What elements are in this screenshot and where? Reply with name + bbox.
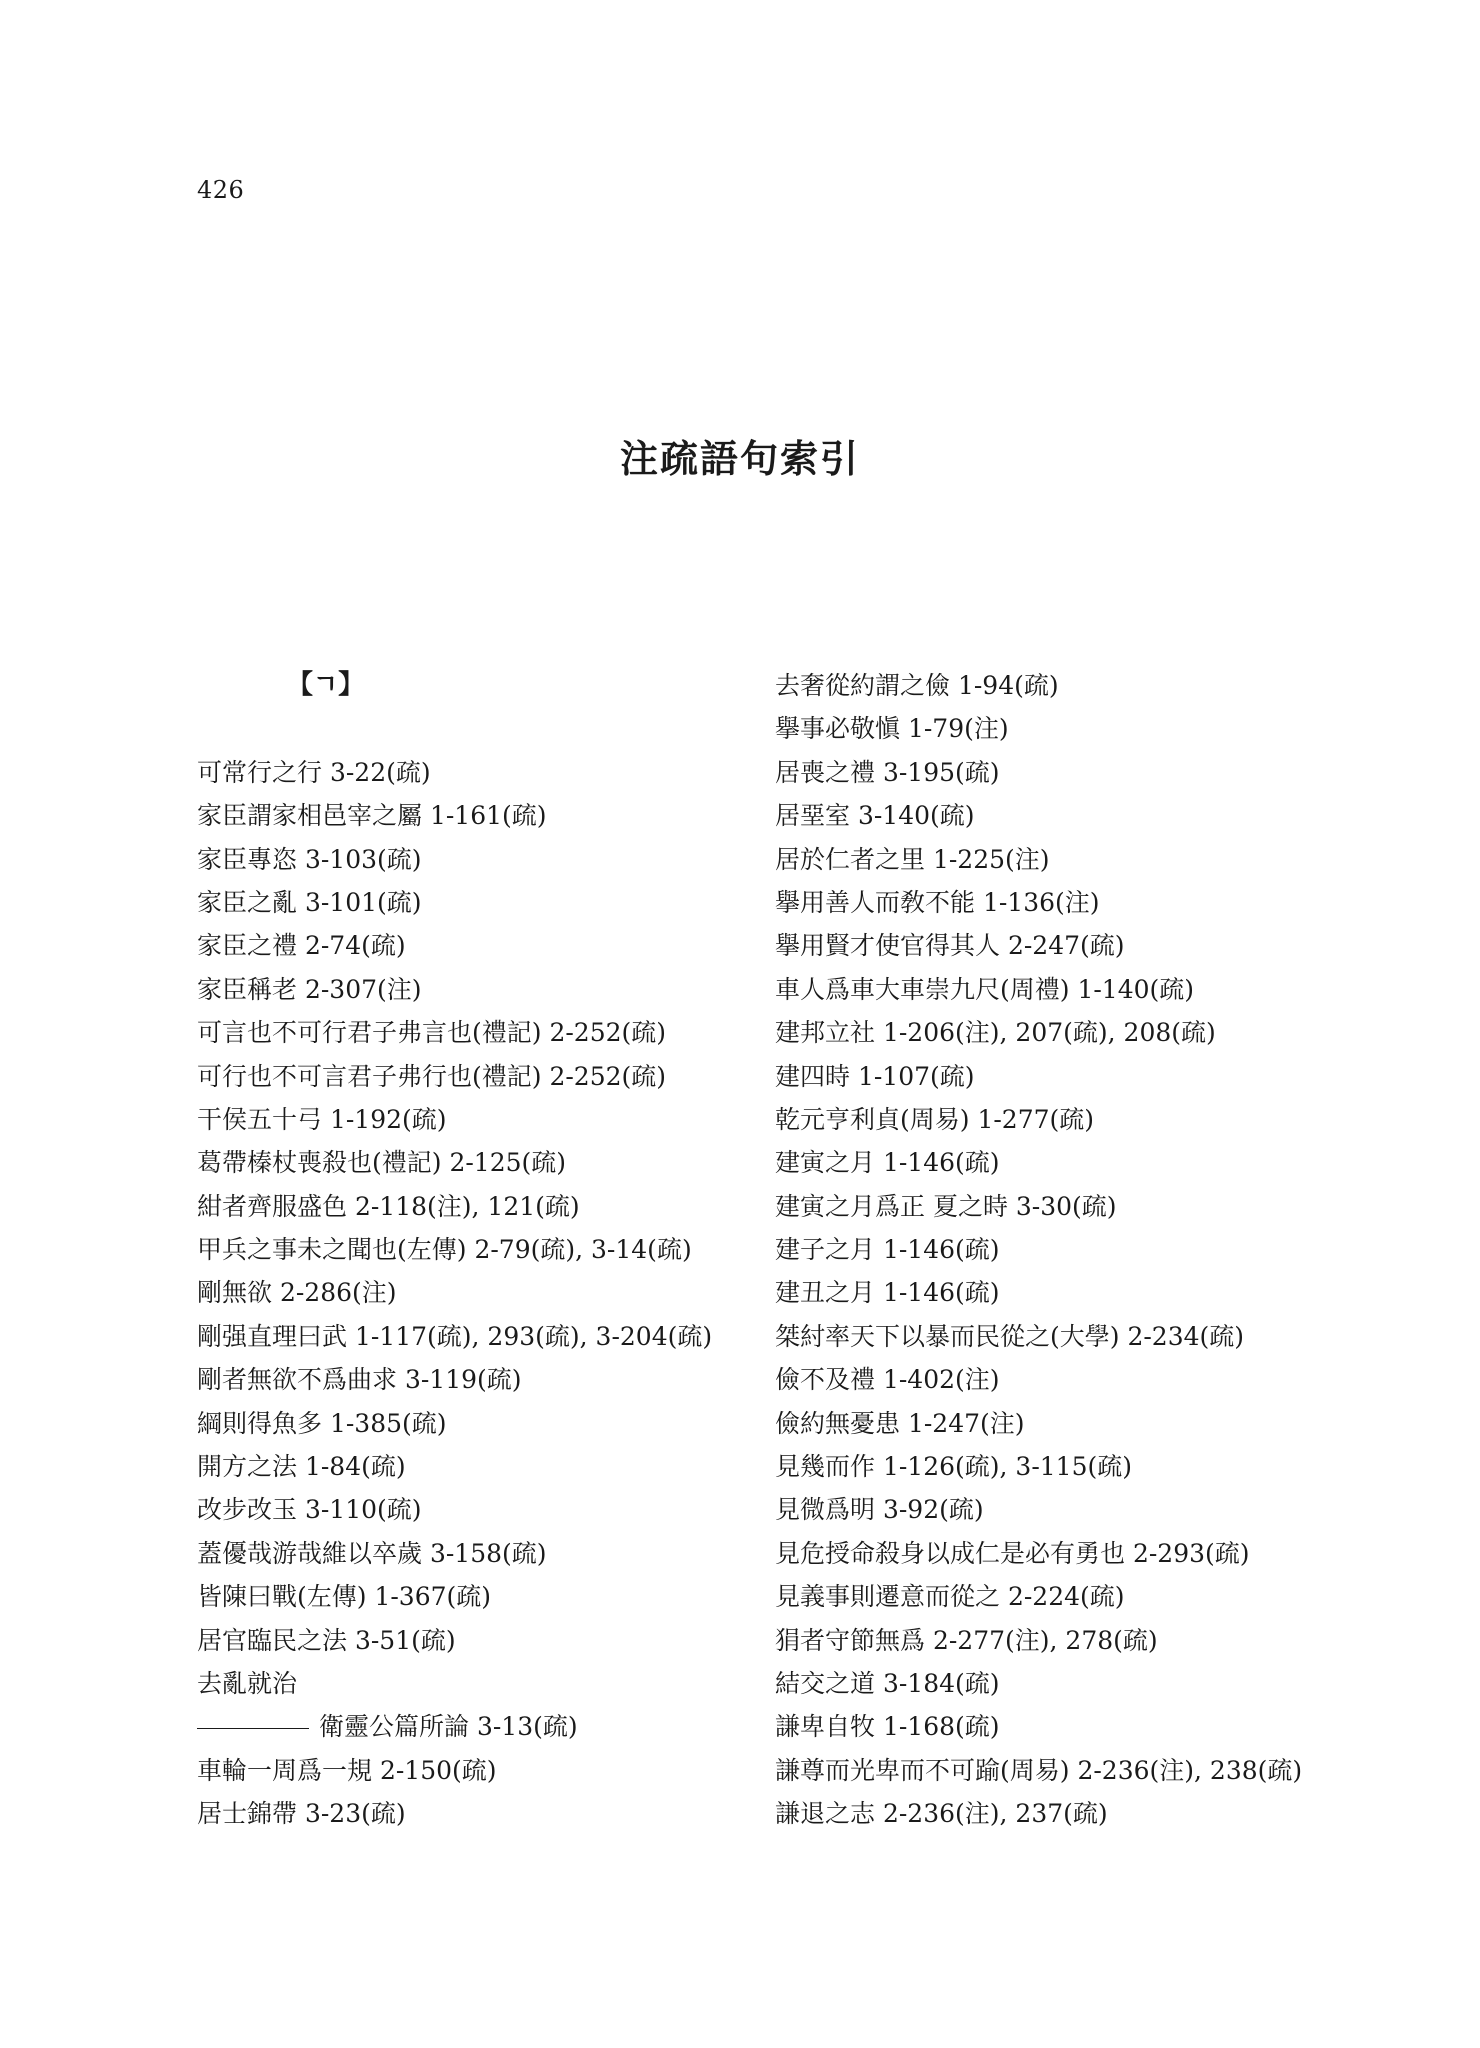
- index-entry: 建丑之月 1-146(疏): [775, 1278, 1000, 1308]
- index-entry: 建四時 1-107(疏): [775, 1061, 975, 1091]
- index-entry: 擧用賢才使官得其人 2-247(疏): [775, 931, 1125, 961]
- index-entry: 家臣謂家相邑宰之屬 1-161(疏): [197, 801, 547, 831]
- index-entry: 建子之月 1-146(疏): [775, 1235, 1000, 1265]
- index-entry: 改步改玉 3-110(疏): [197, 1495, 422, 1525]
- index-entry: 居於仁者之里 1-225(注): [775, 844, 1050, 874]
- index-entry: 剛無欲 2-286(注): [197, 1278, 397, 1308]
- index-subentry: [197, 1705, 757, 1748]
- index-entry: 剛强直理曰武 1-117(疏), 293(疏), 3-204(疏): [197, 1321, 713, 1351]
- index-entry: 居堊室 3-140(疏): [775, 801, 975, 831]
- index-entry: 擧用善人而敎不能 1-136(注): [775, 887, 1100, 917]
- index-entry: 家臣專恣 3-103(疏): [197, 844, 422, 874]
- index-entry: 見微爲明 3-92(疏): [775, 1495, 984, 1525]
- index-entry: 儉約無憂患 1-247(注): [775, 1408, 1025, 1438]
- index-entry: 去亂就治: [197, 1668, 298, 1698]
- section-heading: 【ㄱ】: [287, 670, 365, 700]
- index-entry: 建邦立社 1-206(注), 207(疏), 208(疏): [775, 1018, 1216, 1048]
- continuation-dash: [197, 1728, 309, 1729]
- index-entry: 謙卑自牧 1-168(疏): [775, 1712, 1000, 1742]
- index-entry: 狷者守節無爲 2-277(注), 278(疏): [775, 1625, 1158, 1655]
- index-entry: 綱則得魚多 1-385(疏): [197, 1408, 447, 1438]
- index-column-right: [775, 664, 1335, 1836]
- index-entry: 謙尊而光卑而不可踰(周易) 2-236(注), 238(疏): [775, 1755, 1303, 1785]
- index-entry: 謙退之志 2-236(注), 237(疏): [775, 1799, 1108, 1829]
- index-entry: 桀紂率天下以暴而民從之(大學) 2-234(疏): [775, 1321, 1245, 1351]
- page-number: 426: [197, 176, 245, 204]
- index-entry: 居官臨民之法 3-51(疏): [197, 1625, 456, 1655]
- index-column-left: [197, 664, 757, 1836]
- index-entry: 車人爲車大車崇九尺(周禮) 1-140(疏): [775, 974, 1195, 1004]
- index-entry: 紺者齊服盛色 2-118(注), 121(疏): [197, 1191, 580, 1221]
- index-entry: 家臣之亂 3-101(疏): [197, 887, 422, 917]
- index-entry: 葛帶榛杖喪殺也(禮記) 2-125(疏): [197, 1148, 567, 1178]
- index-entry: 結交之道 3-184(疏): [775, 1668, 1000, 1698]
- index-entry: 可言也不可行君子弗言也(禮記) 2-252(疏): [197, 1018, 667, 1048]
- index-entry: 建寅之月 1-146(疏): [775, 1148, 1000, 1178]
- index-entry: 居喪之禮 3-195(疏): [775, 757, 1000, 787]
- index-entry: 開方之法 1-84(疏): [197, 1452, 406, 1482]
- index-entry: 車輪一周爲一規 2-150(疏): [197, 1755, 497, 1785]
- index-entry: 居士錦帶 3-23(疏): [197, 1799, 406, 1829]
- index-entry: 剛者無欲不爲曲求 3-119(疏): [197, 1365, 522, 1395]
- index-entry: 可行也不可言君子弗行也(禮記) 2-252(疏): [197, 1061, 667, 1091]
- index-entry: 干侯五十弓 1-192(疏): [197, 1104, 447, 1134]
- index-entry: 可常行之行 3-22(疏): [197, 757, 431, 787]
- index-entry: 見危授命殺身以成仁是必有勇也 2-293(疏): [775, 1538, 1250, 1568]
- index-entry: 甲兵之事未之聞也(左傳) 2-79(疏), 3-14(疏): [197, 1235, 692, 1265]
- index-entry: 皆陳曰戰(左傳) 1-367(疏): [197, 1582, 492, 1612]
- index-entry: 建寅之月爲正 夏之時 3-30(疏): [775, 1191, 1117, 1221]
- index-entry: 見義事則遷意而從之 2-224(疏): [775, 1582, 1125, 1612]
- index-entry: 擧事必敬愼 1-79(注): [775, 714, 1009, 744]
- page-title: 注疏語句索引: [619, 436, 860, 481]
- index-entry: 蓋優哉游哉維以卒歲 3-158(疏): [197, 1538, 547, 1568]
- index-entry: 家臣稱老 2-307(注): [197, 974, 422, 1004]
- index-entry: 去奢從約謂之儉 1-94(疏): [775, 671, 1059, 700]
- index-entry: 家臣之禮 2-74(疏): [197, 931, 406, 961]
- index-entry: 見幾而作 1-126(疏), 3-115(疏): [775, 1452, 1132, 1482]
- index-entry: 乾元亨利貞(周易) 1-277(疏): [775, 1104, 1095, 1134]
- index-entry: 儉不及禮 1-402(注): [775, 1365, 1000, 1395]
- subentry-text: 衛靈公篇所論 3-13(疏): [319, 1712, 578, 1742]
